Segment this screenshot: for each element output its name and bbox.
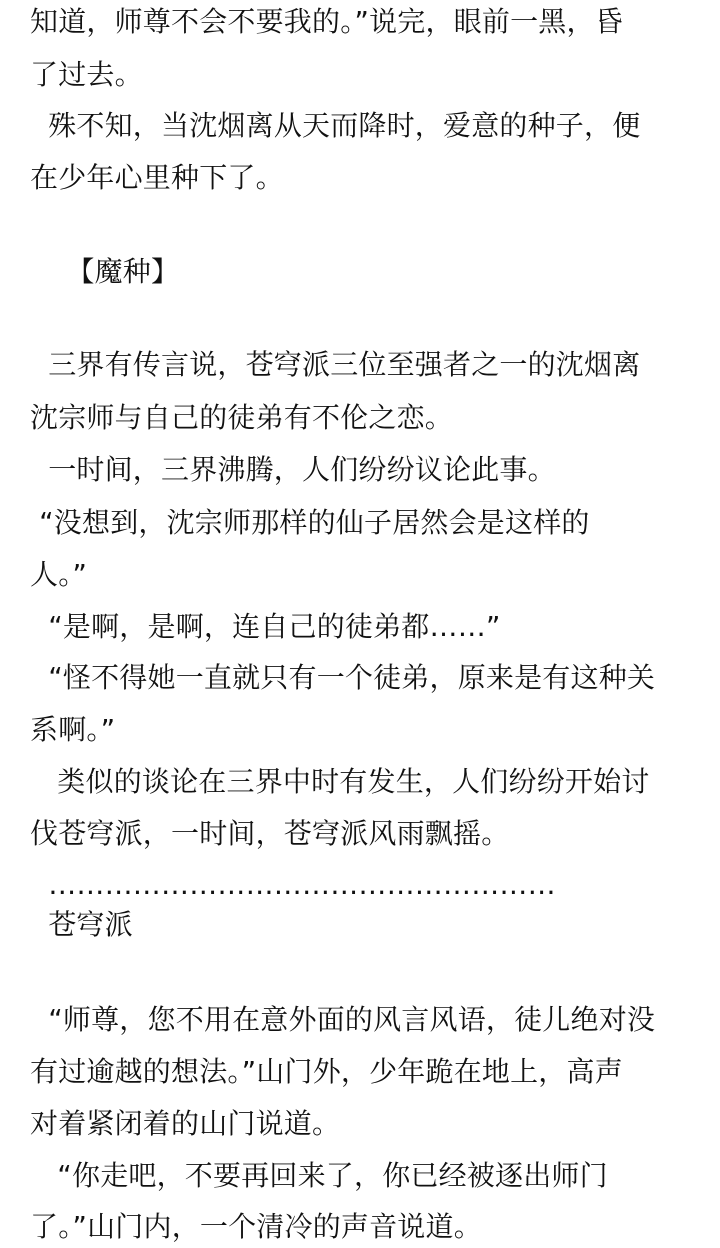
- text-line: “怪不得她一直就只有一个徒弟，原来是有这种关: [30, 661, 656, 694]
- separator-line: ………………………………………………: [30, 868, 556, 901]
- text-line: “是啊，是啊，连自己的徒弟都……”: [30, 610, 501, 643]
- text-line: 在少年心里种下了。: [30, 161, 284, 194]
- text-line: “师尊，您不用在意外面的风言风语，徒儿绝对没: [30, 1003, 656, 1036]
- text-line: “没想到，沈宗师那样的仙子居然会是这样的: [30, 506, 590, 539]
- text-line: 人。”: [30, 558, 88, 591]
- text-line: 类似的谈论在三界中时有发生，人们纷纷开始讨: [30, 765, 650, 798]
- text-line: 三界有传言说，苍穹派三位至强者之一的沈烟离: [30, 348, 641, 381]
- section-heading: 苍穹派: [30, 908, 133, 941]
- text-line: “你走吧，不要再回来了，你已经被逐出师门: [30, 1159, 608, 1192]
- text-line: 知道，师尊不会不要我的。”说完，眼前一黑，昏: [30, 5, 623, 38]
- text-line: 沈宗师与自己的徒弟有不伦之恋。: [30, 401, 454, 434]
- text-line: 伐苍穹派，一时间，苍穹派风雨飘摇。: [30, 817, 510, 850]
- text-line: 系啊。”: [30, 713, 116, 746]
- text-line: 对着紧闭着的山门说道。: [30, 1107, 341, 1140]
- text-line: 一时间，三界沸腾，人们纷纷议论此事。: [30, 453, 556, 486]
- section-heading: 【魔种】: [30, 255, 180, 288]
- text-line: 有过逾越的想法。”山门外，少年跪在地上，高声: [30, 1055, 623, 1088]
- text-line: 了。”山门内，一个清冷的声音说道。: [30, 1210, 482, 1243]
- text-line: 了过去。: [30, 58, 143, 91]
- text-line: 殊不知，当沈烟离从天而降时，爱意的种子，便: [30, 109, 641, 142]
